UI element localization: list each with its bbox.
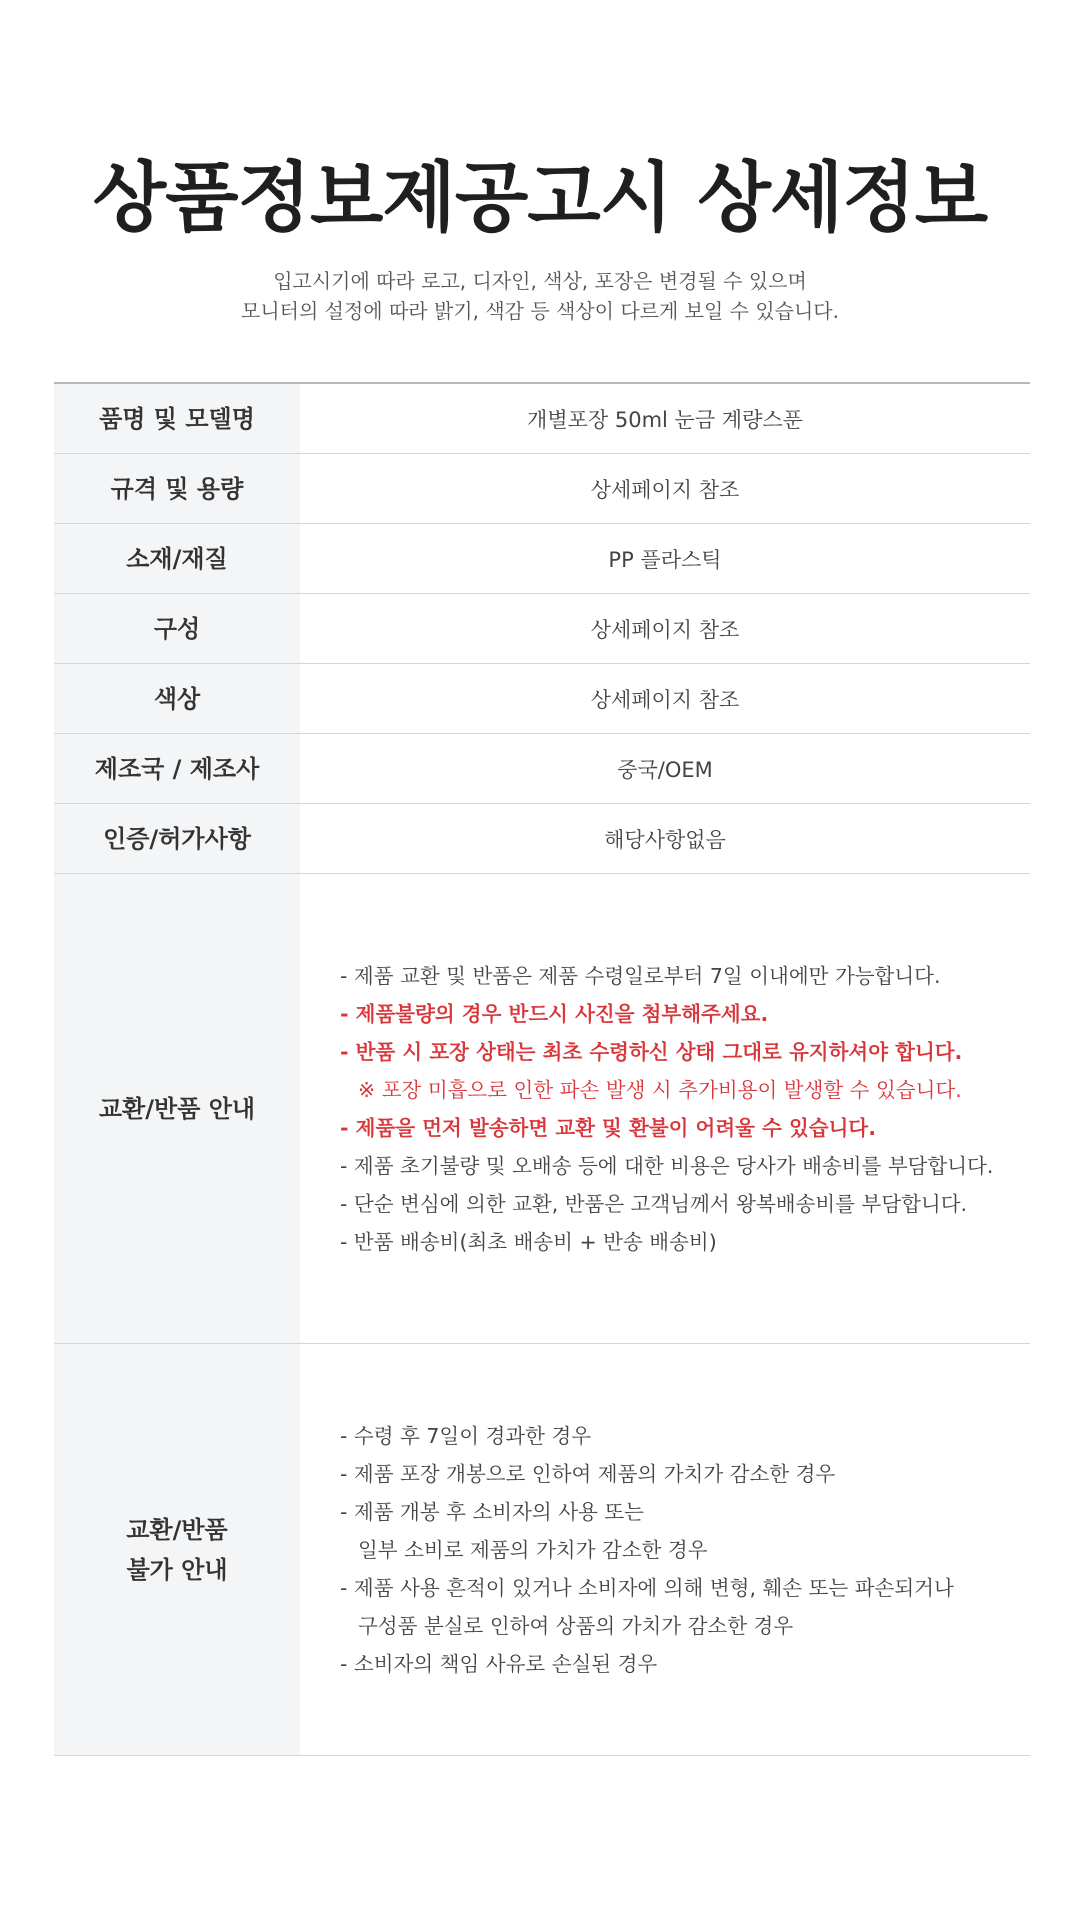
row-value: 상세페이지 참조 [300, 454, 1030, 524]
list-item: ※ 포장 미흡으로 인한 파손 발생 시 추가비용이 발생할 수 있습니다. [358, 1077, 962, 1102]
list-item: - 제품 초기불량 및 오배송 등에 대한 비용은 당사가 배송비를 부담합니다. [340, 1153, 994, 1178]
row-label: 품명 및 모델명 [54, 383, 300, 454]
row-label-line: 교환/반품 [126, 1515, 228, 1544]
list-item: - 제품 교환 및 반품은 제품 수령일로부터 7일 이내에만 가능합니다. [340, 963, 941, 988]
subtitle [0, 266, 1080, 326]
row-label: 제조국 / 제조사 [54, 734, 300, 804]
row-label-line: 불가 안내 [126, 1555, 228, 1584]
row-value: PP 플라스틱 [300, 524, 1030, 594]
row-value: 중국/OEM [300, 734, 1030, 804]
list-item: - 제품불량의 경우 반드시 사진을 첨부해주세요. [340, 1001, 769, 1026]
table-row-composition [54, 594, 1030, 664]
list-item: - 소비자의 책임 사유로 손실된 경우 [340, 1651, 658, 1676]
list-item: - 제품 사용 흔적이 있거나 소비자에 의해 변형, 훼손 또는 파손되거나 [340, 1575, 954, 1600]
row-value [300, 874, 1030, 1344]
table-row-non-exchange-guide [54, 1344, 1030, 1756]
row-value: 개별포장 50ml 눈금 계량스푼 [300, 383, 1030, 454]
row-label [54, 1344, 300, 1756]
subtitle-line: 입고시기에 따라 로고, 디자인, 색상, 포장은 변경될 수 있으며 [273, 269, 807, 293]
table-row-spec [54, 454, 1030, 524]
non-exchange-notice-list [300, 1417, 1030, 1683]
row-label: 색상 [54, 664, 300, 734]
list-item: - 제품 포장 개봉으로 인하여 제품의 가치가 감소한 경우 [340, 1461, 836, 1486]
list-item: - 반품 배송비(최초 배송비 + 반송 배송비) [340, 1229, 717, 1254]
list-item: - 반품 시 포장 상태는 최초 수령하신 상태 그대로 유지하셔야 합니다. [340, 1039, 963, 1064]
table-row-product-name [54, 383, 1030, 454]
row-label: 인증/허가사항 [54, 804, 300, 874]
row-value: 상세페이지 참조 [300, 664, 1030, 734]
row-label: 소재/재질 [54, 524, 300, 594]
table-row-certification [54, 804, 1030, 874]
table-row-exchange-guide [54, 874, 1030, 1344]
subtitle-line: 모니터의 설정에 따라 밝기, 색감 등 색상이 다르게 보일 수 있습니다. [241, 299, 839, 323]
list-item: - 수령 후 7일이 경과한 경우 [340, 1423, 592, 1448]
list-item: - 제품을 먼저 발송하면 교환 및 환불이 어려울 수 있습니다. [340, 1115, 876, 1140]
product-info-table [54, 382, 1030, 1756]
row-label: 구성 [54, 594, 300, 664]
table-row-color [54, 664, 1030, 734]
table-row-origin [54, 734, 1030, 804]
list-item: 구성품 분실로 인하여 상품의 가치가 감소한 경우 [358, 1613, 794, 1638]
row-label: 교환/반품 안내 [54, 874, 300, 1344]
exchange-notice-list [300, 957, 1030, 1261]
row-value [300, 1344, 1030, 1756]
list-item: - 단순 변심에 의한 교환, 반품은 고객님께서 왕복배송비를 부담합니다. [340, 1191, 968, 1216]
row-label: 규격 및 용량 [54, 454, 300, 524]
list-item: - 제품 개봉 후 소비자의 사용 또는 [340, 1499, 644, 1524]
page-title: 상품정보제공고시 상세정보 [92, 153, 988, 242]
row-value: 상세페이지 참조 [300, 594, 1030, 664]
list-item: 일부 소비로 제품의 가치가 감소한 경우 [358, 1537, 708, 1562]
table-row-material [54, 524, 1030, 594]
row-value: 해당사항없음 [300, 804, 1030, 874]
